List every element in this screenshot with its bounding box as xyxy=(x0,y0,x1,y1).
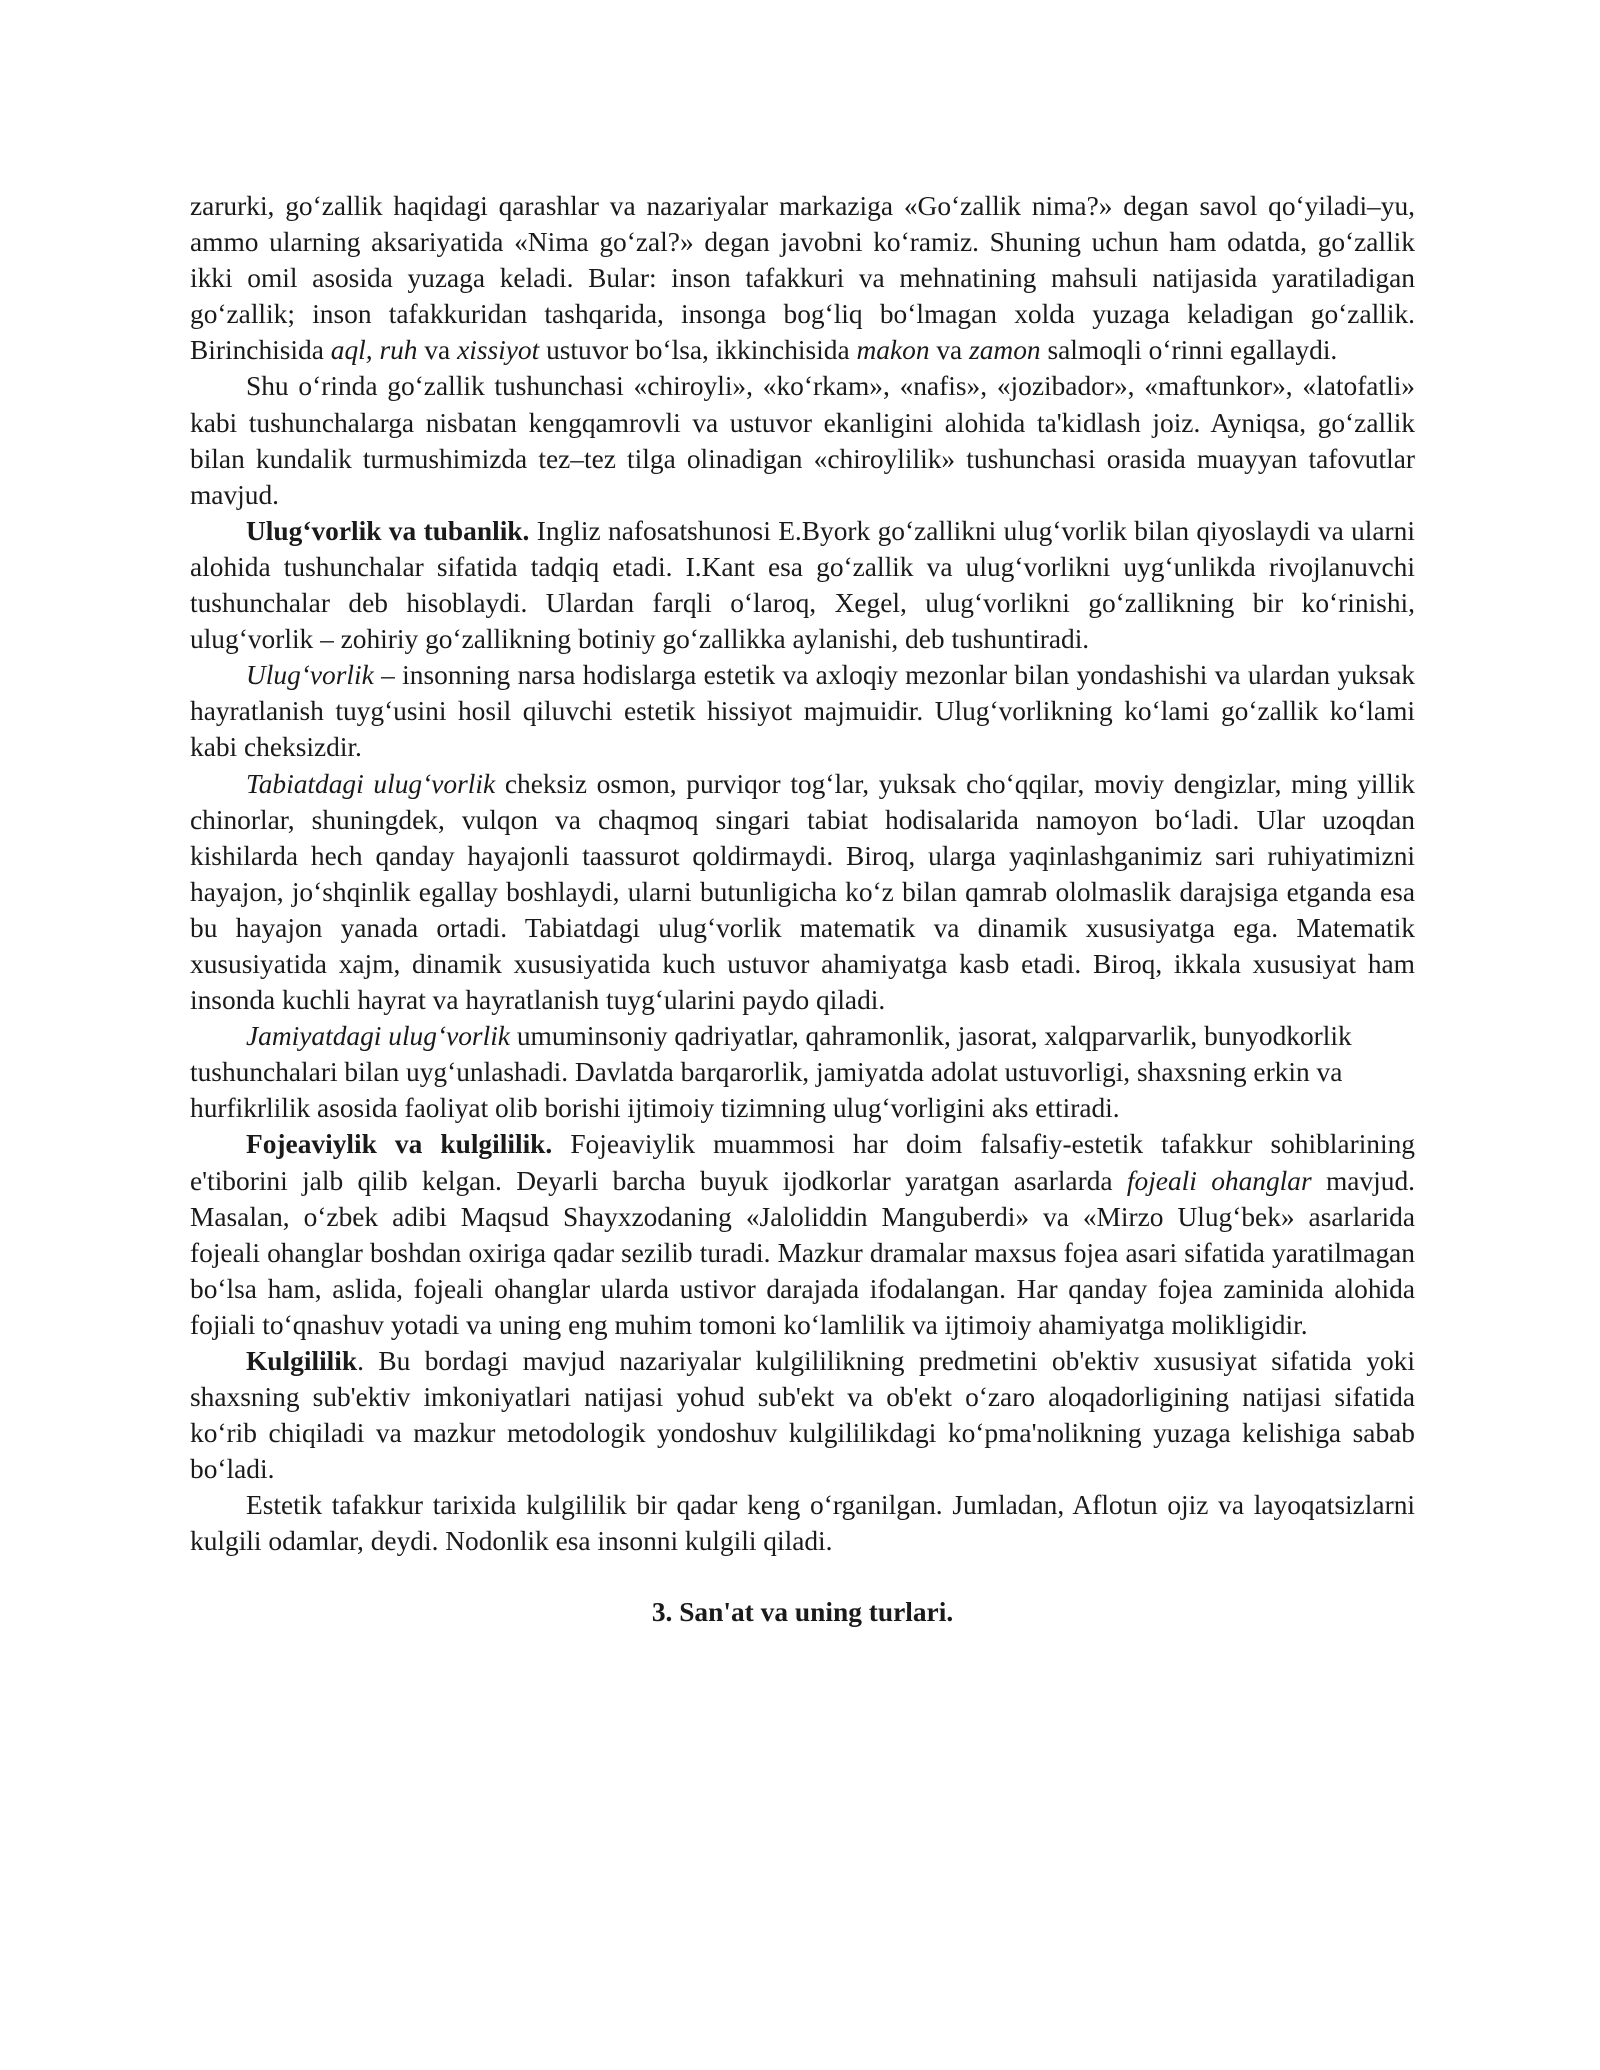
text-run: va xyxy=(417,335,458,366)
text-run: va xyxy=(929,335,970,366)
text-run: . Bu bordagi mavjud nazariyalar kulgililikning predmetini ob'ektiv xususiyat sifatida yoki shaxsning sub'ektiv imkoniyatlari natijasi yohud sub'ekt va ob'ekt o‘zaro aloqadorligining natijasi sifatida ko‘rib chiqiladi va mazkur metodologik yondoshuv kulgililikdagi ko‘pma'nolikning yuzaga kelishiga sabab bo‘ladi. xyxy=(190,1346,1415,1485)
text-run: zarurki, go‘zallik haqidagi qarashlar va nazariyalar markaziga «Go‘zallik nima?» degan savol qo‘yiladi–yu, ammo ularning aksariyatida «Nima go‘zal?» degan javobni ko‘ramiz. Shuning uchun ham odatda, go‘zallik ikki omil asosida yuzaga keladi. Bular: inson tafakkuri va mehnatining mahsuli natijasida yaratiladigan go‘zallik; inson tafakkuridan tashqarida, insonga bog‘liq bo‘lmagan xolda yuzaga keladigan go‘zallik. Birinchisida xyxy=(190,191,1415,366)
text-run: salmoqli o‘rinni egallaydi. xyxy=(1040,335,1338,366)
italic-term: makon xyxy=(856,335,930,366)
bold-heading: Kulgililik xyxy=(246,1346,358,1376)
paragraph xyxy=(190,188,1415,368)
italic-term: Ulug‘vorlik xyxy=(246,660,374,691)
paragraph xyxy=(190,766,1415,1019)
text-run: mavjud. Masalan, o‘zbek adibi Maqsud Shayxzodaning «Jaloliddin Manguberdi» va «Mirzo Ulug‘bek» asarlarida fojeali ohanglar boshdan oxiriga qadar sezilib turadi. Mazkur dramalar maxsus fojea asari sifatida yaratilmagan bo‘lsa ham, aslida, fojeali ohanglar ularda ustivor darajada ifodalangan. Har qanday fojea zaminida alohida fojiali to‘qnashuv yotadi va uning eng muhim tomoni ko‘lamlilik va ijtimoiy ahamiyatga molikligidir. xyxy=(190,1165,1415,1340)
paragraph xyxy=(190,1126,1415,1343)
italic-term: xissiyot xyxy=(457,335,540,366)
text-run: – insonning narsa hodislarga estetik va axloqiy mezonlar bilan yondashishi va ulardan yuksak hayratlanish tuyg‘usini hosil qiluvchi estetik hissiyot majmuidir. Ulug‘vorlikning ko‘lami go‘zallik ko‘lami kabi cheksizdir. xyxy=(190,660,1415,763)
paragraph xyxy=(190,513,1415,657)
text-run: umuminsoniy qadriyatlar, qahramonlik, jasorat, xalqparvarlik, bunyodkorlik tushunchalari bilan uyg‘unlashadi. Davlatda barqarorlik, jamiyatda adolat ustuvorligi, shaxsning erkin va hurfikrlilik asosida faoliyat olib borishi ijtimoiy tizimning ulug‘vorligini aks ettiradi. xyxy=(190,1021,1352,1124)
italic-term: Jamiyatdagi ulug‘vorlik xyxy=(246,1021,510,1052)
italic-term: fojeali ohanglar xyxy=(1126,1165,1312,1196)
section-title: 3. San'at va uning turlari. xyxy=(651,1596,954,1627)
body-text xyxy=(190,188,1415,1560)
text-run: ustuvor bo‘lsa, ikkinchisida xyxy=(539,335,857,366)
bold-heading: Fojeaviylik va kulgililik. xyxy=(246,1129,553,1160)
italic-term: aql, ruh xyxy=(330,335,418,366)
paragraph xyxy=(190,1487,1415,1559)
text-run: cheksiz osmon, purviqor tog‘lar, yuksak cho‘qqilar, moviy dengizlar, ming yillik chinorlar, shuningdek, vulqon va chaqmoq singari tabiat hodisalarida namoyon bo‘ladi. Ular uzoqdan kishilarda hech qanday hayajonli taassurot qoldirmaydi. Biroq, ularga yaqinlashganimiz sari ruhiyatimizni hayajon, jo‘shqinlik egallay boshlaydi, ularni butunligicha ko‘z bilan qamrab ololmaslik darajsiga etganda esa bu hayajon yanada ortadi. Tabiatdagi ulug‘vorlik matematik va dinamik xususiyatga ega. Matematik xususiyatida xajm, dinamik xususiyatida kuch ustuvor ahamiyatga kasb etadi. Biroq, ikkala xususiyat ham insonda kuchli hayrat va hayratlanish tuyg‘ularini paydo qiladi. xyxy=(190,768,1415,1016)
document-page xyxy=(190,188,1415,1630)
text-run: Estetik tafakkur tarixida kulgililik bir qadar keng o‘rganilgan. Jumladan, Aflotun ojiz va layoqatsizlarni kulgili odamlar, deydi. Nodonlik esa insonni kulgili qiladi. xyxy=(190,1490,1415,1557)
italic-term: Tabiatdagi ulug‘vorlik xyxy=(246,768,496,799)
paragraph xyxy=(190,1018,1415,1126)
paragraph xyxy=(190,368,1415,512)
paragraph xyxy=(190,1343,1415,1487)
paragraph xyxy=(190,657,1415,765)
text-run: Shu o‘rinda go‘zallik tushunchasi «chiroyli», «ko‘rkam», «nafis», «jozibador», «maftunkor», «latofatli» kabi tushunchalarga nisbatan kengqamrovli va ustuvor ekanligini alohida ta'kidlash joiz. Ayniqsa, go‘zallik bilan kundalik turmushimizda tez–tez tilga olinadigan «chiroylilik» tushunchasi orasida muayyan tafovutlar mavjud. xyxy=(190,371,1415,510)
text-run: Ingliz nafosatshunosi E.Byork go‘zallikni ulug‘vorlik bilan qiyoslaydi va ularni alohida tushunchalar sifatida tadqiq etadi. I.Kant esa go‘zallik va ulug‘vorlikni uyg‘unlikda rivojlanuvchi tushunchalar deb hisoblaydi. Ulardan farqli o‘laroq, Xegel, ulug‘vorlikni go‘zallikning bir ko‘rinishi, ulug‘vorlik – zohiriy go‘zallikning botiniy go‘zallikka aylanishi, deb tushuntiradi. xyxy=(190,515,1415,655)
text-run: Fojeaviylik muammosi har doim falsafiy-estetik tafakkur sohiblarining e'tiborini jalb qilib kelgan. Deyarli barcha buyuk ijodkorlar yaratgan asarlarda xyxy=(190,1129,1415,1196)
bold-heading: Ulug‘vorlik va tubanlik. xyxy=(246,515,530,546)
italic-term: zamon xyxy=(969,335,1041,366)
